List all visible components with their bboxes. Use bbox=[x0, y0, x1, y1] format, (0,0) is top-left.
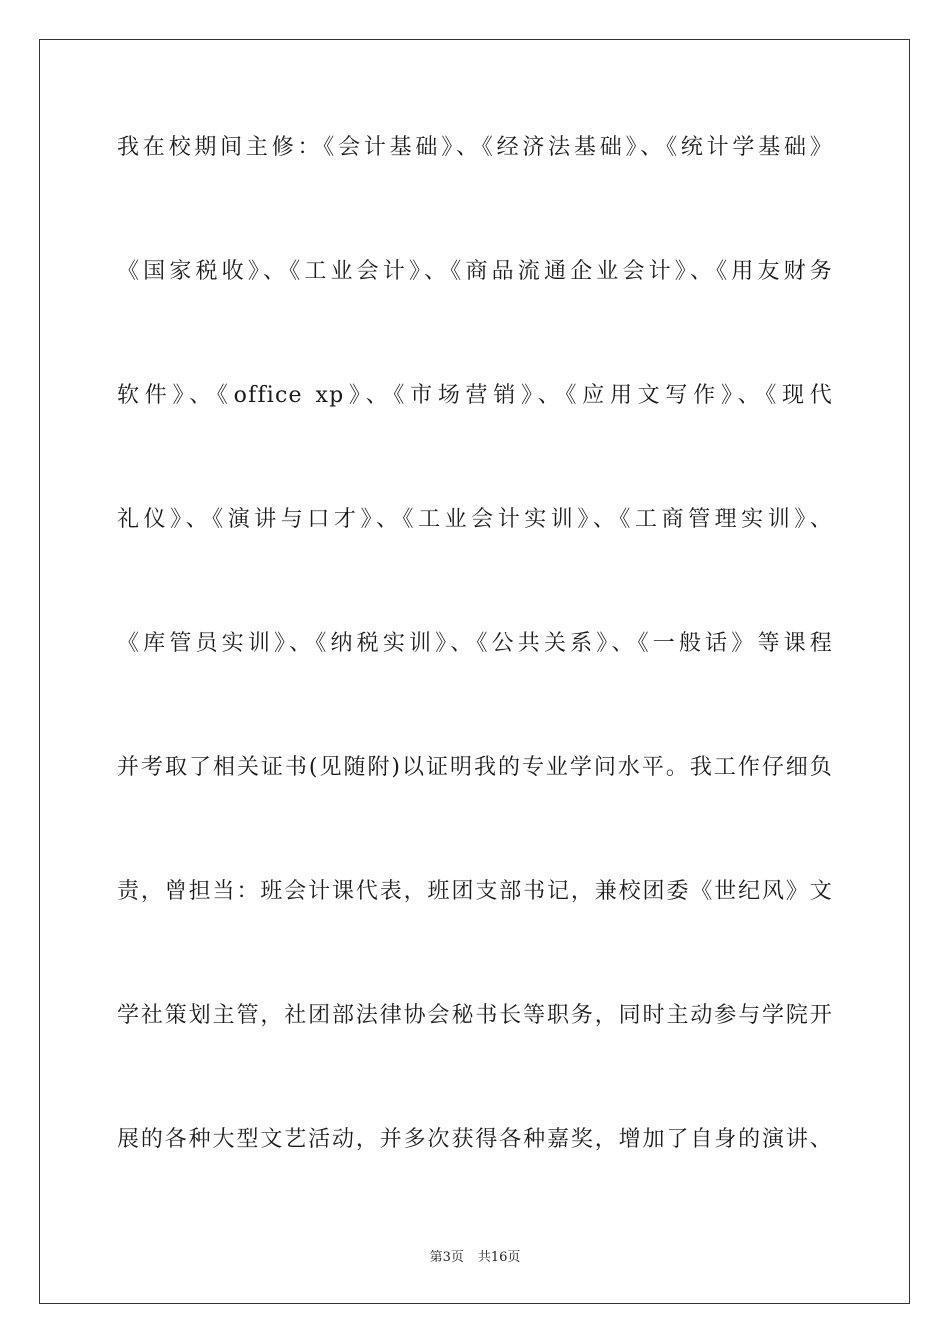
text-line-6: 并考取了相关证书(见随附)以证明我的专业学问水平。我工作仔细负 bbox=[117, 755, 833, 780]
text-line-1: 我在校期间主修：《会计基础》、《经济法基础》、《统计学基础》 bbox=[117, 135, 833, 160]
text-line-4: 礼仪》、《演讲与口才》、《工业会计实训》、《工商管理实训》、 bbox=[117, 507, 833, 532]
text-line-9: 展的各种大型文艺活动，并多次获得各种嘉奖，增加了自身的演讲、 bbox=[117, 1127, 833, 1152]
text-line-8: 学社策划主管，社团部法律协会秘书长等职务，同时主动参与学院开 bbox=[117, 1003, 833, 1028]
text-line-7: 责，曾担当：班会计课代表，班团支部书记，兼校团委《世纪风》文 bbox=[117, 879, 833, 904]
text-line-2: 《国家税收》、《工业会计》、《商品流通企业会计》、《用友财务 bbox=[117, 259, 833, 284]
page-footer bbox=[0, 1246, 950, 1265]
page-number: 第3页 bbox=[429, 1250, 464, 1265]
text-line-5: 《库管员实训》、《纳税实训》、《公共关系》、《一般话》等课程 bbox=[117, 631, 833, 656]
text-line-3: 软件》、《office xp》、《市场营销》、《应用文写作》、《现代 bbox=[117, 383, 833, 408]
page-total: 共16页 bbox=[477, 1250, 521, 1265]
